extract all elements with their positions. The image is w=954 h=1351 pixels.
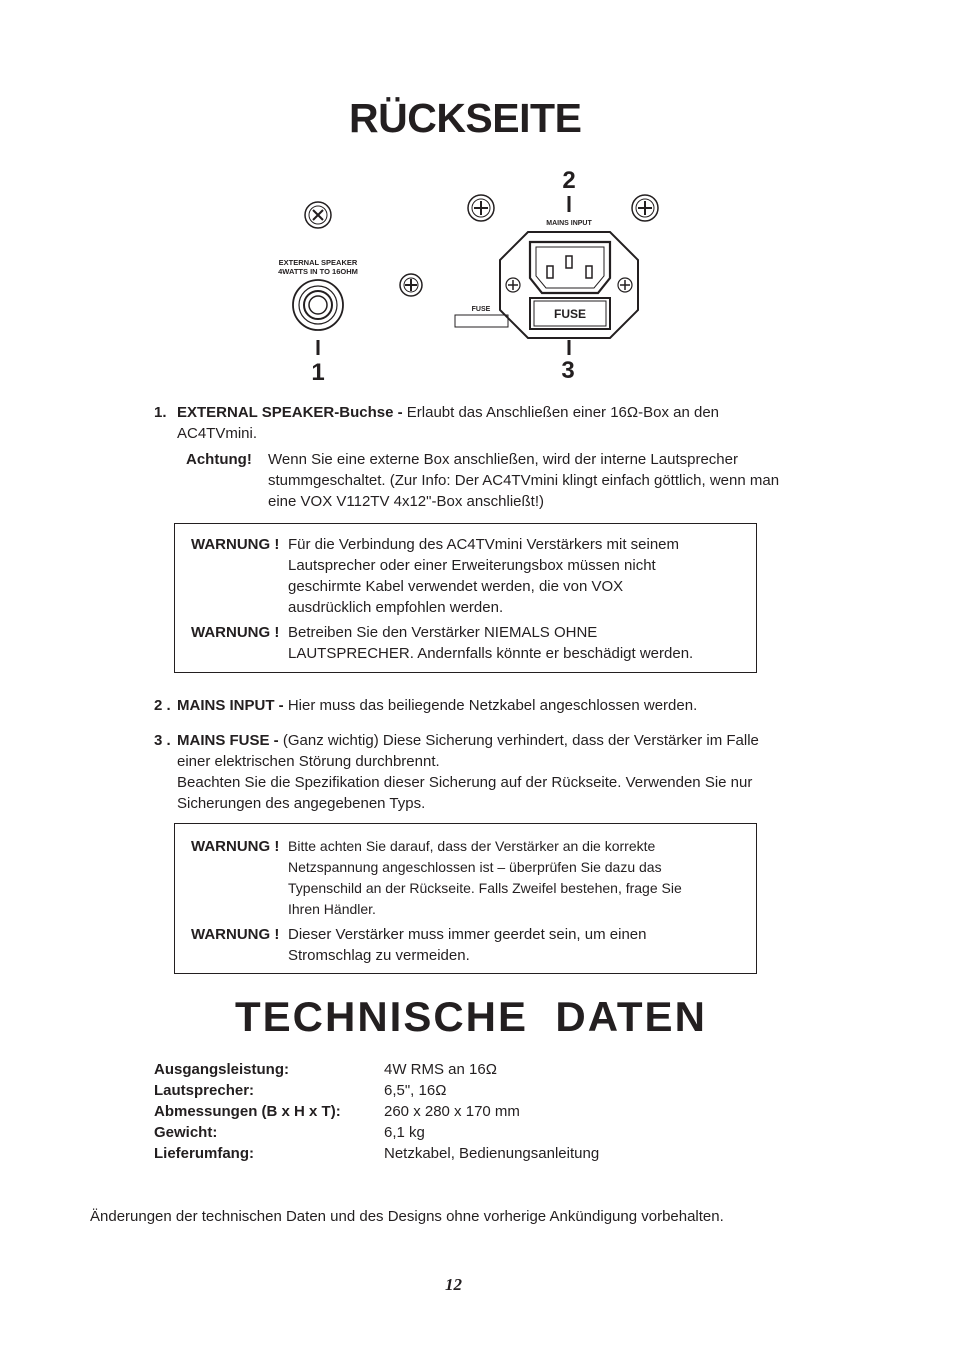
warning-line: Stromschlag zu vermeiden. xyxy=(288,947,470,964)
speaker-jack-icon xyxy=(293,280,343,330)
spec-key: Abmessungen (B x H x T): xyxy=(154,1103,341,1120)
ext-speaker-rating: 4WATTS IN TO 16OHM xyxy=(278,267,358,276)
warning-line: Typenschild an der Rückseite. Falls Zweifel bestehen, frage Sie xyxy=(288,880,682,896)
spec-value: 4W RMS an 16Ω xyxy=(384,1061,497,1078)
item1-number: 1. xyxy=(154,404,167,421)
warning-line: Dieser Verstärker muss immer geerdet sein, um einen xyxy=(288,926,647,943)
spec-value: 6,1 kg xyxy=(384,1124,425,1141)
item1-text: Erlaubt das Anschließen einer 16Ω-Box an den xyxy=(406,404,720,421)
warning-text xyxy=(288,924,646,966)
fuse-label: FUSE xyxy=(471,306,491,313)
rear-panel-diagram xyxy=(260,160,680,390)
item3-more xyxy=(177,751,752,814)
screw-icon xyxy=(400,274,422,296)
item2-text: Hier muss das beiliegende Netzkabel angeschlossen werden. xyxy=(287,697,698,714)
warning-line: geschirmte Kabel verwendet werden, die von VOX xyxy=(288,578,624,595)
callout-2: 2 xyxy=(562,167,576,194)
warning-label: WARNUNG ! xyxy=(191,926,280,943)
section-title-technische-daten: TECHNISCHE DATEN xyxy=(235,993,707,1040)
screw-icon xyxy=(468,195,494,221)
warning-text xyxy=(288,836,682,920)
warning-line: Für die Verbindung des AC4TVmini Verstärkers mit seinem xyxy=(288,536,680,553)
item3-title: MAINS FUSE - xyxy=(177,732,283,749)
item2-number: 2 . xyxy=(154,697,171,714)
warning-line: ausdrücklich empfohlen werden. xyxy=(288,599,504,616)
mains-socket-icon xyxy=(500,232,638,338)
warning-line: Bitte achten Sie darauf, dass der Verstärker an die korrekte xyxy=(288,838,656,854)
achtung-line: stummgeschaltet. (Zur Info: Der AC4TVmini klingt einfach göttlich, wenn man xyxy=(268,472,780,489)
warning-line: Netzspannung angeschlossen ist – überprüfen Sie dazu das xyxy=(288,859,662,875)
spec-value: Netzkabel, Bedienungsanleitung xyxy=(384,1145,600,1162)
footer-note: Änderungen der technischen Daten und des Designs ohne vorherige Ankündigung vorbehalten. xyxy=(90,1208,724,1225)
achtung-line: eine VOX V112TV 4x12"-Box anschließt!) xyxy=(268,493,545,510)
warning-line: Lautsprecher oder einer Erweiterungsbox müssen nicht xyxy=(288,557,656,574)
warning-line: LAUTSPRECHER. Andernfalls könnte er beschädigt werden. xyxy=(288,645,694,662)
screw-icon xyxy=(305,202,331,228)
item3-number: 3 . xyxy=(154,732,171,749)
callout-3: 3 xyxy=(561,357,575,384)
spec-key: Lieferumfang: xyxy=(154,1145,255,1162)
warning-label: WARNUNG ! xyxy=(191,624,280,641)
callout-1: 1 xyxy=(311,359,325,386)
fuse-drawer-label: FUSE xyxy=(553,307,587,321)
item1-line2: AC4TVmini. xyxy=(177,425,258,442)
spec-value: 6,5", 16Ω xyxy=(384,1082,447,1099)
achtung-line: Wenn Sie eine externe Box anschließen, wird der interne Lautsprecher xyxy=(268,451,738,468)
spec-key: Ausgangsleistung: xyxy=(154,1061,290,1078)
page-title: RÜCKSEITE xyxy=(349,95,582,141)
warning-text xyxy=(288,622,693,664)
warning-text xyxy=(288,534,679,618)
mains-input-label: MAINS INPUT xyxy=(546,220,592,227)
spec-key: Gewicht: xyxy=(154,1124,218,1141)
item1-title: EXTERNAL SPEAKER-Buchse - xyxy=(177,404,407,421)
warning-label: WARNUNG ! xyxy=(191,838,280,855)
item3-line: Sicherungen des angegebenen Typs. xyxy=(177,795,426,812)
page-number: 12 xyxy=(445,1275,462,1294)
spec-key: Lautsprecher: xyxy=(154,1082,255,1099)
item3-line: einer elektrischen Störung durchbrennt. xyxy=(177,753,440,770)
warning-label: WARNUNG ! xyxy=(191,536,280,553)
item3-text: (Ganz wichtig) Diese Sicherung verhindert, dass der Verstärker im Falle xyxy=(282,732,759,749)
item3-line1 xyxy=(177,730,759,751)
warning-line: Ihren Händler. xyxy=(288,901,376,917)
screw-icon xyxy=(632,195,658,221)
item2-title: MAINS INPUT - xyxy=(177,697,288,714)
item3-line: Beachten Sie die Spezifikation dieser Sicherung auf der Rückseite. Verwenden Sie nur xyxy=(177,774,753,791)
ext-speaker-label: EXTERNAL SPEAKER xyxy=(278,258,358,267)
item1-line1 xyxy=(177,402,719,423)
achtung-label: Achtung! xyxy=(186,451,252,468)
achtung-text xyxy=(268,449,779,512)
item2-line xyxy=(177,695,697,716)
spec-value: 260 x 280 x 170 mm xyxy=(384,1103,520,1120)
warning-line: Betreiben Sie den Verstärker NIEMALS OHNE xyxy=(288,624,598,641)
